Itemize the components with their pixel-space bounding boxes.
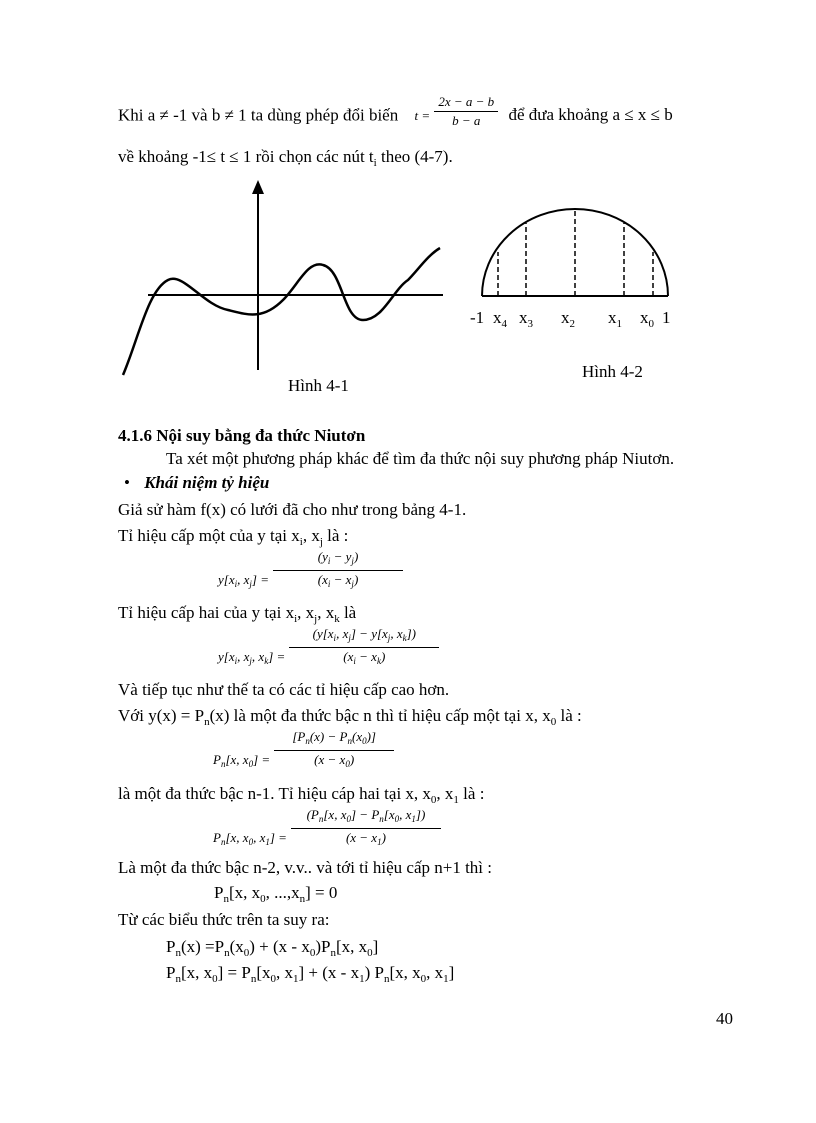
paragraph-grid: Giả sử hàm f(x) có lưới đã cho như trong bảng 4-1. <box>118 500 467 519</box>
paragraph-degree-n2: Là một đa thức bậc n-2, v.v.. và tới tỉ hiệu cấp n+1 thì : <box>118 858 492 877</box>
section-heading: 4.1.6 Nội suy bằng đa thức Niutơn <box>118 426 366 445</box>
equation-poly-second-difference: $_{P_n[x, x_0, x_1] =}$ $\frac{(P_n[x, x_0] - P_n[x_0, x_1])}{(x - x_1)}$ <box>213 807 441 850</box>
fig2-label-x4: $x_4$ <box>493 308 507 330</box>
equation-newton-1: $P_n(x) =P_n(x_0) + (x - x_0)P_n[x$, $x_0$] <box>166 937 379 959</box>
subscript: i <box>373 157 377 169</box>
page-number: 40 <box>716 1009 733 1028</box>
text: , x <box>302 526 320 545</box>
paragraph-second-order: Tỉ hiệu cấp hai của y tại $x_i$, $x_j$, $x_k$ là <box>118 603 357 625</box>
bullet-dot: • <box>124 473 130 492</box>
equation-second-divided-difference: $_{y[x_i, x_j, x_k] =}$ $\frac{(y[x_i, x_j] - y[x_j, x_k])}{(x_i - x_k)}$ <box>218 626 439 669</box>
fig1-oscillating-curve <box>123 248 440 375</box>
fig1-caption: Hình 4-1 <box>288 376 349 395</box>
fig2-caption: Hình 4-2 <box>582 362 643 381</box>
fraction-numerator: 2x − a − b <box>434 94 498 112</box>
variable-change-fraction <box>434 94 498 129</box>
equation-zero-difference: $P_n[x$, $x_0$, $...,x_n] = 0$ <box>214 883 338 905</box>
fig2-label-minus1: -1 <box>470 308 485 327</box>
bullet-title: Khái niệm tỷ hiệu <box>144 473 270 492</box>
intro-line-2-text: về khoảng -1≤ t ≤ 1 rồi chọn các nút t <box>118 147 374 166</box>
equation-first-divided-difference: $_{y[x_i, x_j] =}$ $\frac{(y_i - y_j)}{(x_i - x_j)}$ <box>218 549 403 592</box>
intro-text-before: Khi a ≠ -1 và b ≠ 1 ta dùng phép đổi biến <box>118 105 399 125</box>
figure-4-1 <box>118 180 448 400</box>
fig2-label-1: 1 <box>662 308 671 327</box>
fig2-label-x3: $x_3$ <box>519 308 533 330</box>
formula-lhs: t = <box>414 108 431 124</box>
paragraph-deduce: Từ các biểu thức trên ta suy ra: <box>118 910 330 929</box>
fig2-label-x2: $x_2$ <box>561 308 575 330</box>
text: Tỉ hiệu cấp một của y tại x <box>118 526 300 545</box>
paragraph-first-order: Tỉ hiệu cấp một của y tại $x_i$, $x_j$ là : <box>118 526 349 548</box>
intro-line-1 <box>118 94 673 129</box>
fig1-y-axis-arrow <box>252 180 264 194</box>
fraction-denominator: b − a <box>452 113 481 128</box>
figure-4-2 <box>470 200 690 385</box>
paragraph-polynomial: Với $y(x) = P_n(x)$ là một đa thức bậc n thì tỉ hiệu cấp một tại x, $x_0$ là : <box>118 706 582 728</box>
intro-line-2 <box>118 147 453 173</box>
text: là : <box>322 526 349 545</box>
section-intro: Ta xét một phương pháp khác để tìm đa thức nội suy phương pháp Niutơn. <box>166 449 675 468</box>
fig2-label-x1: $x_1$ <box>608 308 622 330</box>
equation-poly-first-difference: $_{P_n[x, x_0] =}$ $\frac{[P_n(x) - P_n(x_0)]}{(x - x_0)}$ <box>213 729 394 772</box>
bullet-item <box>124 473 269 493</box>
intro-line-2-tail: theo (4-7). <box>376 147 453 166</box>
equation-newton-2: $P_n[x$, $x_0] = P_n[x_0$, $x_1] + (x - x_1)$ $P_n[x$, $x_0$, $x_1$] <box>166 963 455 985</box>
fig2-label-x0: $x_0$ <box>640 308 654 330</box>
paragraph-higher-order: Và tiếp tục như thế ta có các tỉ hiệu cấp cao hơn. <box>118 680 450 699</box>
intro-text-after: để đưa khoảng a ≤ x ≤ b <box>508 105 673 125</box>
paragraph-degree-n1: là một đa thức bậc n-1. Tỉ hiệu cáp hai tại x, $x_0$, $x_1$ là : <box>118 784 485 806</box>
